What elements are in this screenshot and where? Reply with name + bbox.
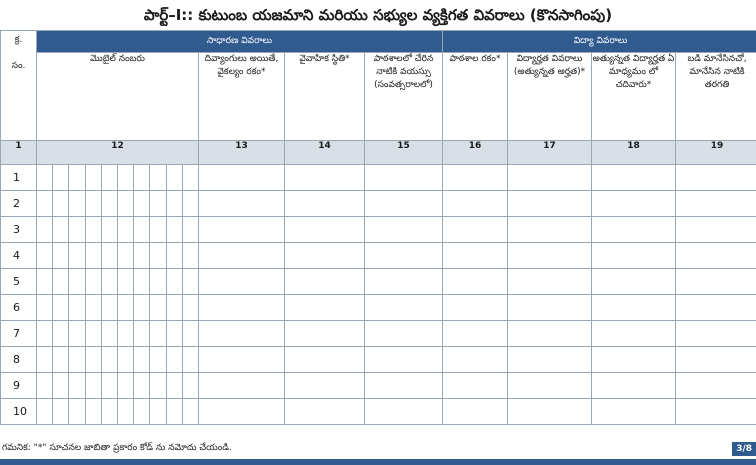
medium-field[interactable] <box>592 217 676 243</box>
mobile-digit-box[interactable] <box>133 321 149 346</box>
table-row <box>1 295 756 321</box>
mobile-digit-box[interactable] <box>37 243 52 268</box>
mobile-digit-box[interactable] <box>52 269 68 294</box>
school-age-field[interactable] <box>365 217 443 243</box>
col-number-14: 14 <box>285 141 365 165</box>
mobile-digit-box[interactable] <box>182 347 198 372</box>
mobile-digit-box[interactable] <box>166 191 182 216</box>
mobile-digit-box[interactable] <box>37 399 52 424</box>
mobile-digit-box[interactable] <box>133 217 149 242</box>
qualification-field[interactable] <box>508 295 592 321</box>
mobile-digit-box[interactable] <box>133 295 149 320</box>
row-serial-number: 7 <box>1 321 37 347</box>
school-age-field[interactable] <box>365 295 443 321</box>
row-serial-number: 6 <box>1 295 37 321</box>
table-row <box>1 399 756 425</box>
mobile-digit-box[interactable] <box>68 217 84 242</box>
mobile-digit-box[interactable] <box>37 373 52 398</box>
medium-field[interactable] <box>592 399 676 425</box>
medium-field[interactable] <box>592 347 676 373</box>
mobile-digit-box[interactable] <box>133 191 149 216</box>
marital-status-field[interactable] <box>285 347 365 373</box>
mobile-digit-box[interactable] <box>149 321 165 346</box>
mobile-digit-box[interactable] <box>85 347 101 372</box>
mobile-digit-box[interactable] <box>166 165 182 190</box>
row-serial-number: 4 <box>1 243 37 269</box>
medium-field[interactable] <box>592 321 676 347</box>
mobile-digit-box[interactable] <box>117 373 133 398</box>
mobile-digit-box[interactable] <box>68 321 84 346</box>
col-header-dropout-class: బడి మానేసినచో, మానేసిన నాటికి తరగతి <box>676 53 756 141</box>
col-header-school-age: పాఠశాలలో చేరిన నాటికి వయస్సు (సంవత్సరాలలో) <box>365 53 443 141</box>
dropout-class-field[interactable] <box>676 217 756 243</box>
marital-status-field[interactable] <box>285 243 365 269</box>
mobile-digit-box[interactable] <box>117 243 133 268</box>
mobile-number-field[interactable] <box>37 321 199 347</box>
mobile-digit-box[interactable] <box>68 373 84 398</box>
qualification-field[interactable] <box>508 373 592 399</box>
col-header-qualification: విద్యార్హత వివరాలు (అత్యున్నత అర్హత)* <box>508 53 592 141</box>
mobile-digit-box[interactable] <box>133 269 149 294</box>
mobile-digit-box[interactable] <box>149 347 165 372</box>
disability-field[interactable] <box>199 269 285 295</box>
mobile-digit-box[interactable] <box>133 399 149 424</box>
mobile-digit-box[interactable] <box>68 347 84 372</box>
mobile-digit-box[interactable] <box>52 191 68 216</box>
medium-field[interactable] <box>592 295 676 321</box>
disability-field[interactable] <box>199 165 285 191</box>
mobile-digit-box[interactable] <box>68 269 84 294</box>
mobile-digit-box[interactable] <box>52 321 68 346</box>
col-header-marital: వైవాహిక స్థితి* <box>285 53 365 141</box>
qualification-field[interactable] <box>508 243 592 269</box>
mobile-digit-box[interactable] <box>149 399 165 424</box>
school-age-field[interactable] <box>365 399 443 425</box>
mobile-digit-box[interactable] <box>85 321 101 346</box>
mobile-digit-box[interactable] <box>182 191 198 216</box>
mobile-digit-box[interactable] <box>52 373 68 398</box>
col-number-15: 15 <box>365 141 443 165</box>
mobile-digit-box[interactable] <box>149 269 165 294</box>
dropout-class-field[interactable] <box>676 295 756 321</box>
dropout-class-field[interactable] <box>676 243 756 269</box>
mobile-digit-box[interactable] <box>149 295 165 320</box>
mobile-digit-box[interactable] <box>37 347 52 372</box>
mobile-digit-box[interactable] <box>166 399 182 424</box>
group-general-header: సాధారణ వివరాలు <box>37 31 443 53</box>
mobile-digit-box[interactable] <box>117 347 133 372</box>
disability-field[interactable] <box>199 295 285 321</box>
mobile-digit-box[interactable] <box>52 165 68 190</box>
footer <box>0 440 756 459</box>
table-row <box>1 321 756 347</box>
school-type-field[interactable] <box>443 191 508 217</box>
mobile-digit-box[interactable] <box>37 269 52 294</box>
footer-note: గమనిక: "*" సూచనల జాబితా ప్రకారం కోడ్ ను నమోదు చేయండి. <box>2 443 232 453</box>
school-type-field[interactable] <box>443 321 508 347</box>
school-age-field[interactable] <box>365 269 443 295</box>
marital-status-field[interactable] <box>285 295 365 321</box>
mobile-digit-box[interactable] <box>37 191 52 216</box>
medium-field[interactable] <box>592 165 676 191</box>
row-serial-number: 1 <box>1 165 37 191</box>
dropout-class-field[interactable] <box>676 269 756 295</box>
col-header-disability: దివ్యాంగులు అయితే, వైకల్యం రకం* <box>199 53 285 141</box>
qualification-field[interactable] <box>508 217 592 243</box>
mobile-digit-box[interactable] <box>133 347 149 372</box>
mobile-digit-box[interactable] <box>68 191 84 216</box>
school-type-field[interactable] <box>443 295 508 321</box>
marital-status-field[interactable] <box>285 191 365 217</box>
mobile-digit-box[interactable] <box>85 165 101 190</box>
mobile-digit-box[interactable] <box>85 243 101 268</box>
marital-status-field[interactable] <box>285 165 365 191</box>
school-age-field[interactable] <box>365 373 443 399</box>
school-age-field[interactable] <box>365 165 443 191</box>
form-table <box>0 30 756 425</box>
marital-status-field[interactable] <box>285 399 365 425</box>
col-header-school-type: పాఠశాల రకం* <box>443 53 508 141</box>
disability-field[interactable] <box>199 217 285 243</box>
mobile-digit-box[interactable] <box>101 373 117 398</box>
mobile-digit-box[interactable] <box>133 165 149 190</box>
col-number-serial: 1 <box>1 141 37 165</box>
mobile-digit-box[interactable] <box>101 269 117 294</box>
mobile-number-field[interactable] <box>37 399 199 425</box>
disability-field[interactable] <box>199 243 285 269</box>
table-row <box>1 373 756 399</box>
page-number-badge: 3/8 <box>732 442 756 456</box>
school-type-field[interactable] <box>443 347 508 373</box>
school-age-field[interactable] <box>365 191 443 217</box>
mobile-number-field[interactable] <box>37 269 199 295</box>
mobile-digit-box[interactable] <box>68 165 84 190</box>
mobile-digit-box[interactable] <box>133 243 149 268</box>
mobile-digit-box[interactable] <box>68 295 84 320</box>
mobile-digit-box[interactable] <box>37 217 52 242</box>
mobile-digit-box[interactable] <box>166 373 182 398</box>
mobile-number-field[interactable] <box>37 165 199 191</box>
mobile-digit-box[interactable] <box>52 217 68 242</box>
qualification-field[interactable] <box>508 269 592 295</box>
mobile-digit-box[interactable] <box>166 347 182 372</box>
mobile-digit-box[interactable] <box>101 321 117 346</box>
mobile-digit-box[interactable] <box>101 217 117 242</box>
disability-field[interactable] <box>199 321 285 347</box>
marital-status-field[interactable] <box>285 217 365 243</box>
dropout-class-field[interactable] <box>676 399 756 425</box>
qualification-field[interactable] <box>508 191 592 217</box>
mobile-digit-box[interactable] <box>101 243 117 268</box>
mobile-digit-box[interactable] <box>149 373 165 398</box>
page-title: పార్ట్–I:: కుటుంబ యజమాని మరియు సభ్యుల వ్యక్తిగత వివరాలు (కొనసాగింపు) <box>143 6 613 24</box>
mobile-digit-box[interactable] <box>133 373 149 398</box>
table-row <box>1 269 756 295</box>
school-type-field[interactable] <box>443 399 508 425</box>
mobile-digit-box[interactable] <box>149 217 165 242</box>
serial-header <box>1 31 37 141</box>
mobile-digit-box[interactable] <box>52 399 68 424</box>
qualification-field[interactable] <box>508 399 592 425</box>
mobile-digit-box[interactable] <box>149 243 165 268</box>
mobile-digit-box[interactable] <box>52 347 68 372</box>
mobile-digit-box[interactable] <box>37 165 52 190</box>
mobile-digit-box[interactable] <box>85 295 101 320</box>
medium-field[interactable] <box>592 191 676 217</box>
serial-header-line1: క్ర. <box>14 35 23 45</box>
school-type-field[interactable] <box>443 373 508 399</box>
mobile-digit-box[interactable] <box>68 399 84 424</box>
disability-field[interactable] <box>199 399 285 425</box>
disability-field[interactable] <box>199 347 285 373</box>
group-education-header: విద్యా వివరాలు <box>443 31 756 53</box>
mobile-digit-box[interactable] <box>85 191 101 216</box>
mobile-digit-box[interactable] <box>117 165 133 190</box>
mobile-digit-box[interactable] <box>182 399 198 424</box>
marital-status-field[interactable] <box>285 321 365 347</box>
qualification-field[interactable] <box>508 165 592 191</box>
mobile-digit-box[interactable] <box>182 165 198 190</box>
mobile-digit-box[interactable] <box>101 191 117 216</box>
mobile-digit-box[interactable] <box>117 191 133 216</box>
col-header-mobile: మొబైల్ నంబరు <box>37 53 199 141</box>
mobile-number-field[interactable] <box>37 191 199 217</box>
marital-status-field[interactable] <box>285 373 365 399</box>
marital-status-field[interactable] <box>285 269 365 295</box>
mobile-digit-box[interactable] <box>85 373 101 398</box>
mobile-digit-box[interactable] <box>101 347 117 372</box>
mobile-digit-box[interactable] <box>182 321 198 346</box>
school-type-field[interactable] <box>443 269 508 295</box>
mobile-digit-box[interactable] <box>182 373 198 398</box>
school-age-field[interactable] <box>365 347 443 373</box>
row-serial-number: 5 <box>1 269 37 295</box>
mobile-digit-box[interactable] <box>85 399 101 424</box>
mobile-digit-box[interactable] <box>117 217 133 242</box>
school-type-field[interactable] <box>443 243 508 269</box>
school-age-field[interactable] <box>365 321 443 347</box>
row-serial-number: 8 <box>1 347 37 373</box>
col-number-13: 13 <box>199 141 285 165</box>
medium-field[interactable] <box>592 373 676 399</box>
table-row <box>1 347 756 373</box>
mobile-number-field[interactable] <box>37 347 199 373</box>
mobile-digit-box[interactable] <box>85 217 101 242</box>
mobile-digit-box[interactable] <box>182 269 198 294</box>
mobile-digit-box[interactable] <box>166 217 182 242</box>
mobile-number-field[interactable] <box>37 243 199 269</box>
table-row <box>1 191 756 217</box>
table-row <box>1 165 756 191</box>
mobile-digit-box[interactable] <box>68 243 84 268</box>
mobile-number-field[interactable] <box>37 373 199 399</box>
col-number-18: 18 <box>592 141 676 165</box>
dropout-class-field[interactable] <box>676 165 756 191</box>
col-number-12: 12 <box>37 141 199 165</box>
qualification-field[interactable] <box>508 321 592 347</box>
col-number-19: 19 <box>676 141 756 165</box>
table-row <box>1 217 756 243</box>
mobile-digit-box[interactable] <box>52 295 68 320</box>
school-type-field[interactable] <box>443 165 508 191</box>
mobile-digit-box[interactable] <box>166 243 182 268</box>
mobile-digit-box[interactable] <box>117 295 133 320</box>
mobile-digit-box[interactable] <box>182 243 198 268</box>
mobile-digit-box[interactable] <box>182 217 198 242</box>
disability-field[interactable] <box>199 373 285 399</box>
mobile-digit-box[interactable] <box>117 269 133 294</box>
mobile-digit-box[interactable] <box>117 321 133 346</box>
table-row <box>1 243 756 269</box>
medium-field[interactable] <box>592 243 676 269</box>
mobile-digit-box[interactable] <box>37 321 52 346</box>
col-header-medium: అత్యున్నత విద్యార్హత ఏ మాధ్యమం లో చదివారు* <box>592 53 676 141</box>
qualification-field[interactable] <box>508 347 592 373</box>
mobile-number-field[interactable] <box>37 295 199 321</box>
mobile-number-field[interactable] <box>37 217 199 243</box>
dropout-class-field[interactable] <box>676 373 756 399</box>
mobile-digit-box[interactable] <box>166 269 182 294</box>
mobile-digit-box[interactable] <box>52 243 68 268</box>
mobile-digit-box[interactable] <box>101 295 117 320</box>
dropout-class-field[interactable] <box>676 347 756 373</box>
mobile-digit-box[interactable] <box>182 295 198 320</box>
school-age-field[interactable] <box>365 243 443 269</box>
bottom-bar <box>0 459 756 465</box>
col-number-16: 16 <box>443 141 508 165</box>
dropout-class-field[interactable] <box>676 191 756 217</box>
col-number-17: 17 <box>508 141 592 165</box>
row-serial-number: 10 <box>1 399 37 425</box>
mobile-digit-box[interactable] <box>149 165 165 190</box>
mobile-digit-box[interactable] <box>37 295 52 320</box>
mobile-digit-box[interactable] <box>101 399 117 424</box>
serial-header-line2: సం. <box>11 61 26 71</box>
dropout-class-field[interactable] <box>676 321 756 347</box>
mobile-digit-box[interactable] <box>149 191 165 216</box>
row-serial-number: 3 <box>1 217 37 243</box>
row-serial-number: 2 <box>1 191 37 217</box>
row-serial-number: 9 <box>1 373 37 399</box>
school-type-field[interactable] <box>443 217 508 243</box>
mobile-digit-box[interactable] <box>166 321 182 346</box>
medium-field[interactable] <box>592 269 676 295</box>
disability-field[interactable] <box>199 191 285 217</box>
mobile-digit-box[interactable] <box>166 295 182 320</box>
mobile-digit-box[interactable] <box>85 269 101 294</box>
mobile-digit-box[interactable] <box>101 165 117 190</box>
mobile-digit-box[interactable] <box>117 399 133 424</box>
